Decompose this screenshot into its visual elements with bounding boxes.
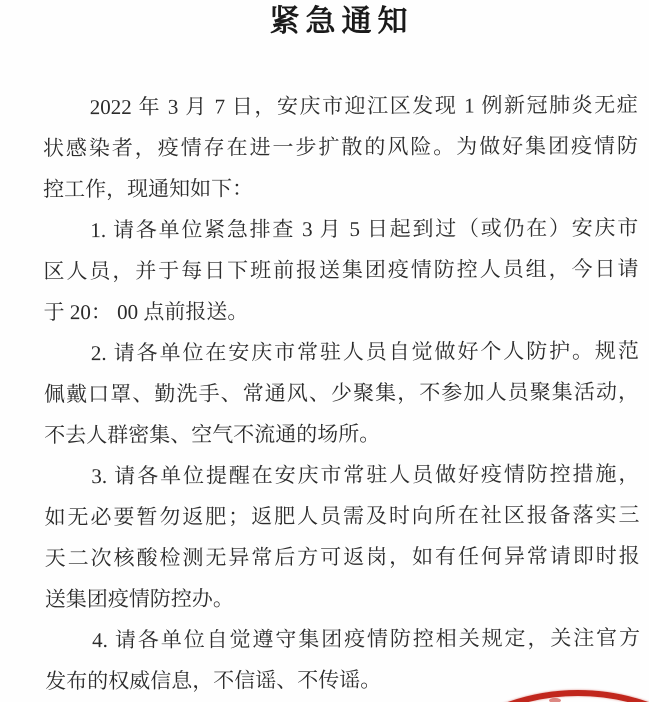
- intro-paragraph-line-3: 控工作，现通知如下：: [43, 176, 254, 202]
- intro-paragraph-line-2: 状感染者，疫情存在进一步扩散的风险。为做好集团疫情防: [42, 133, 638, 161]
- item-3-paragraph-line-4: 送集团疫情防控办。: [44, 586, 234, 612]
- intro-paragraph-line-1: 2022 年 3 月 7 日，安庆市迎江区发现 1 例新冠肺炎无症: [89, 92, 638, 120]
- item-1-paragraph-line-2: 区人员，并于每日下班前报送集团疫情防控人员组，今日请: [43, 256, 639, 284]
- item-2-paragraph-line-2: 佩戴口罩、勤洗手、常通风、少聚集，不参加人员聚集活动，: [43, 379, 640, 407]
- item-3-paragraph-line-1: 3. 请各单位提醒在安庆市常驻人员做好疫情防控措施，: [91, 461, 640, 489]
- document-title: 紧急通知: [269, 5, 414, 38]
- item-4-paragraph-line-1: 4. 请各单位自觉遵守集团疫情防控相关规定，关注官方: [92, 625, 641, 653]
- item-4-paragraph-line-2: 发布的权威信息，不信谣、不传谣。: [45, 667, 382, 694]
- item-2-paragraph-line-1: 2. 请各单位在安庆市常驻人员自觉做好个人防护。规范: [90, 338, 639, 366]
- item-1-paragraph-line-3: 于 20： 00 点前报送。: [43, 299, 249, 325]
- document-body: [43, 85, 641, 702]
- item-3-paragraph-line-3: 天二次核酸检测无异常后方可返岗，如有任何异常请即时报: [44, 543, 640, 571]
- seal-inner-mark-icon: [549, 698, 561, 702]
- item-1-paragraph-line-1: 1. 请各单位紧急排查 3 月 5 日起到过（或仍在）安庆市: [90, 215, 639, 243]
- item-2-paragraph-line-3: 不去人群密集、空气不流通的场所。: [44, 421, 381, 448]
- item-3-paragraph-line-2: 如无必要暂勿返肥；返肥人员需及时向所在社区报备落实三: [44, 502, 640, 530]
